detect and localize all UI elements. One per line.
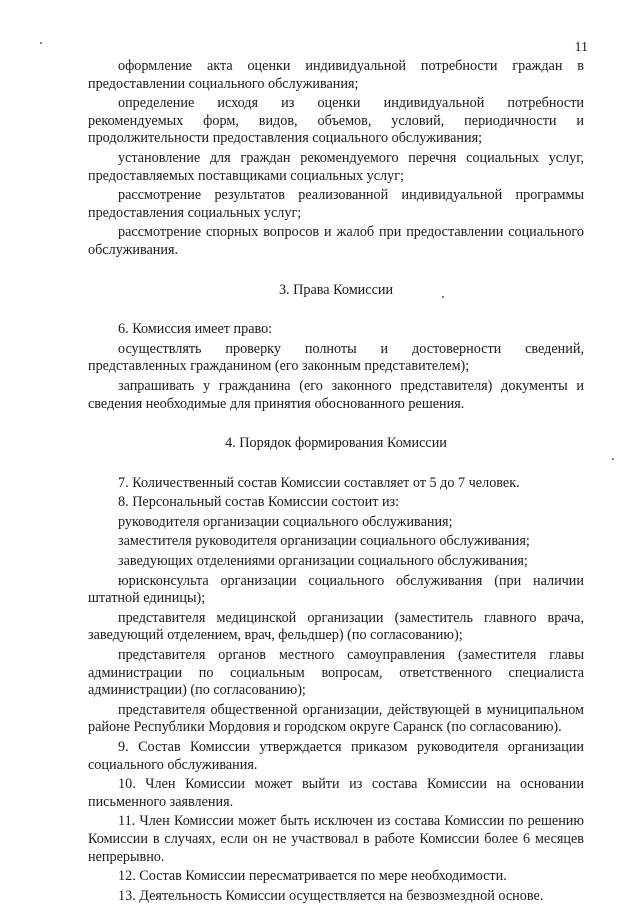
scan-speck [40,42,42,44]
paragraph: 7. Количественный состав Комиссии составляет от 5 до 7 человек. [118,474,520,491]
section-heading-formation: 4. Порядок формирования Комиссии [225,435,447,452]
paragraph: рассмотрение спорных вопросов и жалоб при предоставлении социального обслуживания. [88,224,584,258]
page-number: 11 [574,40,588,55]
paragraph: оформление акта оценки индивидуальной потребности граждан в предоставлении социального обслуживания; [88,58,584,92]
formation-section [88,475,584,906]
scan-speck [442,296,444,298]
paragraph: запрашивать у гражданина (его законного представителя) документы и сведения необходимые для принятия обоснованного решения. [88,377,584,412]
paragraph: 13. Деятельность Комиссии осуществляется на безвозмездной основе. [118,887,544,904]
paragraph: представителя медицинской организации (заместитель главного врача, заведующий отделением, врач, фельдшер) (по согласованию); [88,609,584,644]
scan-speck [612,458,614,460]
paragraph: заместителя руководителя организации социального обслуживания; [118,533,530,550]
paragraph: представителя общественной организации, действующей в муниципальном районе Республики Мордовия и городском округе Саранск (по согласованию). [88,701,584,736]
paragraph: 10. Член Комиссии может выйти из состава Комиссии на основании письменного заявления. [88,776,584,810]
paragraph: установление для граждан рекомендуемого перечня социальных услуг, предоставляемых поставщиками социальных услуг; [88,149,584,184]
rights-section [88,321,584,413]
document-body [88,58,584,907]
paragraph: рассмотрение результатов реализованной индивидуальной программы предоставления социальных услуг; [88,187,584,221]
paragraph: юрисконсульта организации социального обслуживания (при наличии штатной единицы); [88,572,584,607]
paragraph: 11. Член Комиссии может быть исключен из состава Комиссии по решению Комиссии в случаях, если он не участвовал в работе Комиссии более 6 месяцев непрерывно. [88,813,584,865]
paragraph: 8. Персональный состав Комиссии состоит из: [118,494,400,511]
paragraph: 12. Состав Комиссии пересматривается по мере необходимости. [118,868,507,885]
duties-list [88,58,584,260]
paragraph: осуществлять проверку полноты и достоверности сведений, представленных гражданином (его законным представителем); [88,340,584,375]
paragraph: 6. Комиссия имеет право: [118,321,273,338]
paragraph: определение исходя из оценки индивидуальной потребности рекомендуемых форм, видов, объемов, условий, периодичности и продолжительности предоставления социального обслуживания; [88,95,584,147]
section-heading-rights: 3. Права Комиссии [278,281,394,298]
paragraph: руководителя организации социального обслуживания; [118,513,453,530]
paragraph: 9. Состав Комиссии утверждается приказом руководителя организации социального обслуживания. [88,739,584,773]
paragraph: представителя органов местного самоуправления (заместителя главы администрации по социальным вопросам, ответственного специалиста администрации) (по согласованию); [88,647,584,699]
paragraph: заведующих отделениями организации социального обслуживания; [118,553,528,570]
